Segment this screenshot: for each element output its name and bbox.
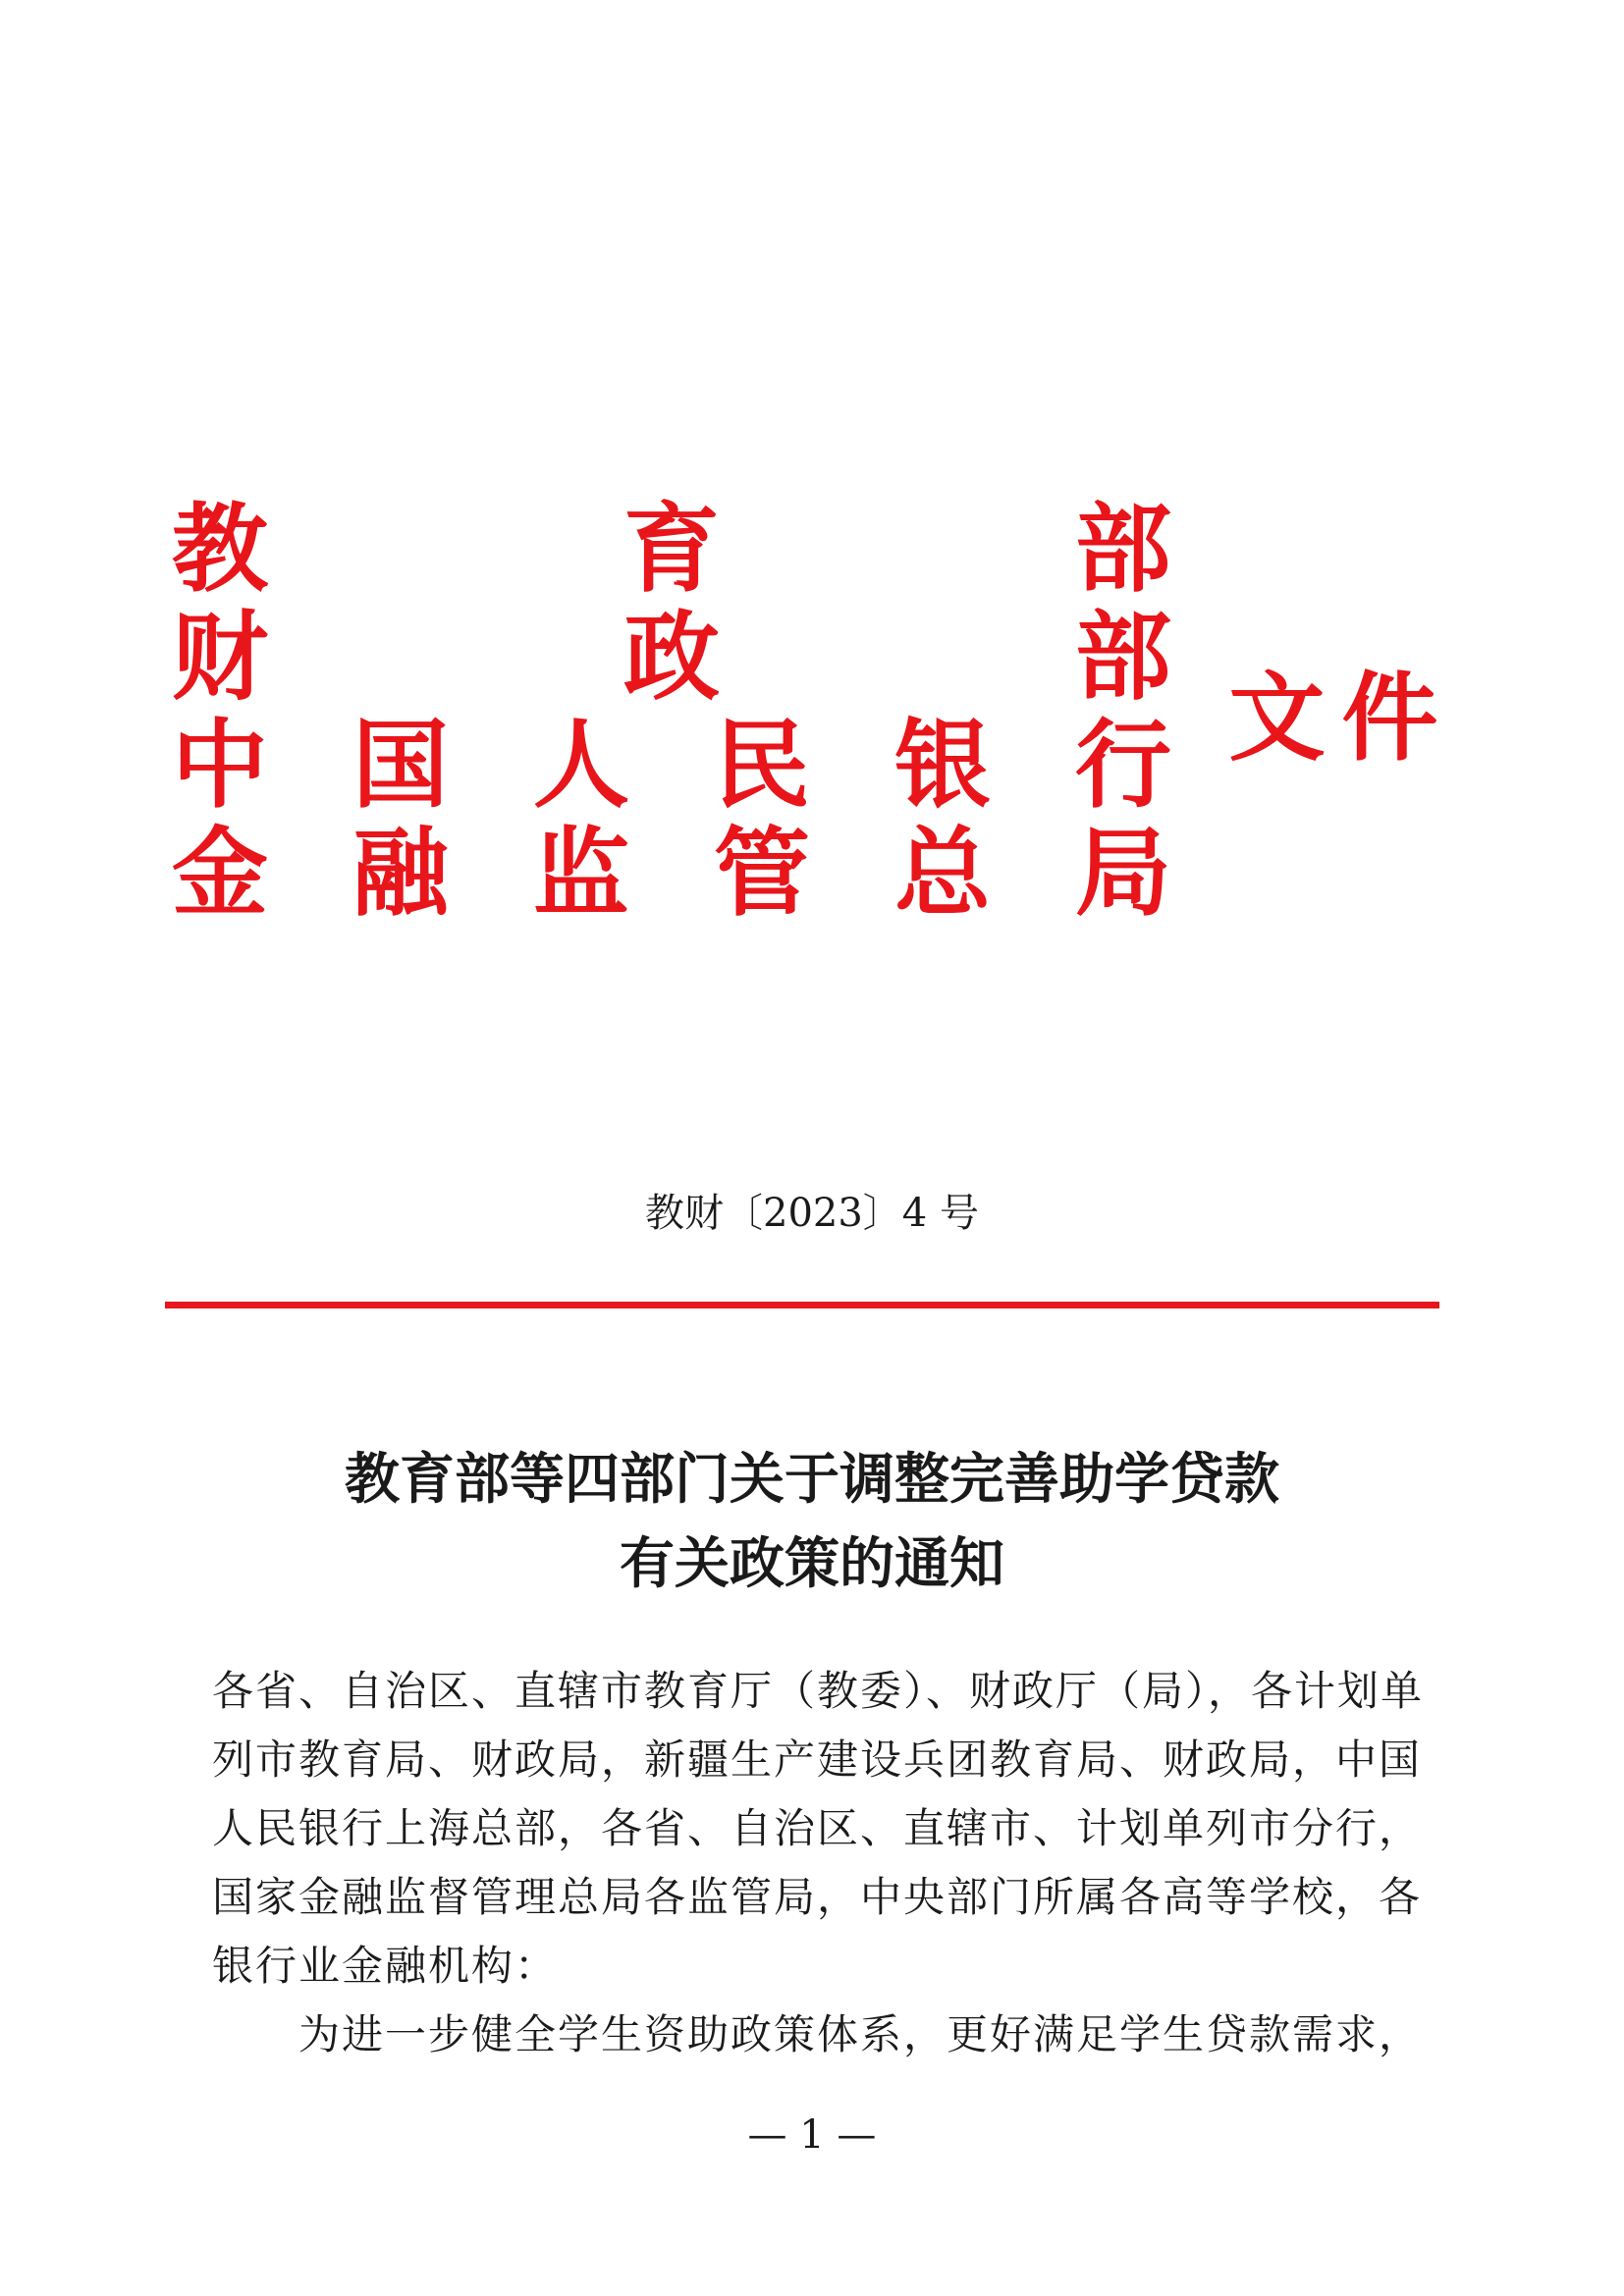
document-number: 教财〔2023〕4 号 — [645, 1191, 979, 1236]
issuing-authority-header — [172, 493, 1478, 930]
agency-char: 融 — [352, 817, 450, 930]
agency-peoples-bank-of-china — [172, 709, 1213, 822]
agency-char: 金 — [172, 817, 269, 930]
agency-char: 人 — [533, 709, 630, 822]
title-line-2: 有关政策的通知 — [620, 1531, 1004, 1596]
title-line-1: 教育部等四部门关于调整完善助学贷款 — [345, 1447, 1279, 1512]
agency-char: 行 — [1075, 709, 1172, 822]
agency-char: 总 — [894, 817, 992, 930]
agency-char: 民 — [714, 709, 811, 822]
agency-char: 监 — [533, 817, 630, 930]
agency-char: 局 — [1075, 817, 1172, 930]
suffix-char: 件 — [1341, 662, 1438, 774]
agency-char: 中 — [172, 709, 269, 822]
recipients-paragraph: 各省、自治区、直辖市教育厅（教委）、财政厅（局），各计划单列市教育局、财政局，新疆生产建设兵团教育局、财政局，中国人民银行上海总部，各省、自治区、直辖市、计划单列市分行，国家金融监督管理总局各监管局，中央部门所属各高等学校，各银行业金融机构： — [212, 1667, 1425, 1990]
document-suffix — [1220, 662, 1446, 774]
agency-char: 银 — [894, 709, 992, 822]
agency-char: 管 — [714, 817, 811, 930]
agency-ministry-of-education — [172, 493, 1213, 606]
document-title — [0, 1437, 1624, 1606]
document-body — [212, 1657, 1435, 2069]
agency-ministry-of-finance — [172, 601, 1213, 714]
body-paragraph: 为进一步健全学生资助政策体系，更好满足学生贷款需求， — [298, 2010, 1423, 2058]
agency-char: 财 — [172, 601, 269, 714]
agency-char: 育 — [623, 493, 721, 606]
agency-financial-regulatory-administration — [172, 817, 1213, 930]
agency-char: 教 — [172, 493, 269, 606]
agency-char: 政 — [623, 601, 721, 714]
agency-char: 部 — [1075, 601, 1172, 714]
page-number: — 1 — — [747, 2112, 877, 2158]
suffix-char: 文 — [1228, 662, 1326, 774]
agency-char: 国 — [352, 709, 450, 822]
red-separator-rule — [165, 1302, 1439, 1308]
agency-char: 部 — [1075, 493, 1172, 606]
